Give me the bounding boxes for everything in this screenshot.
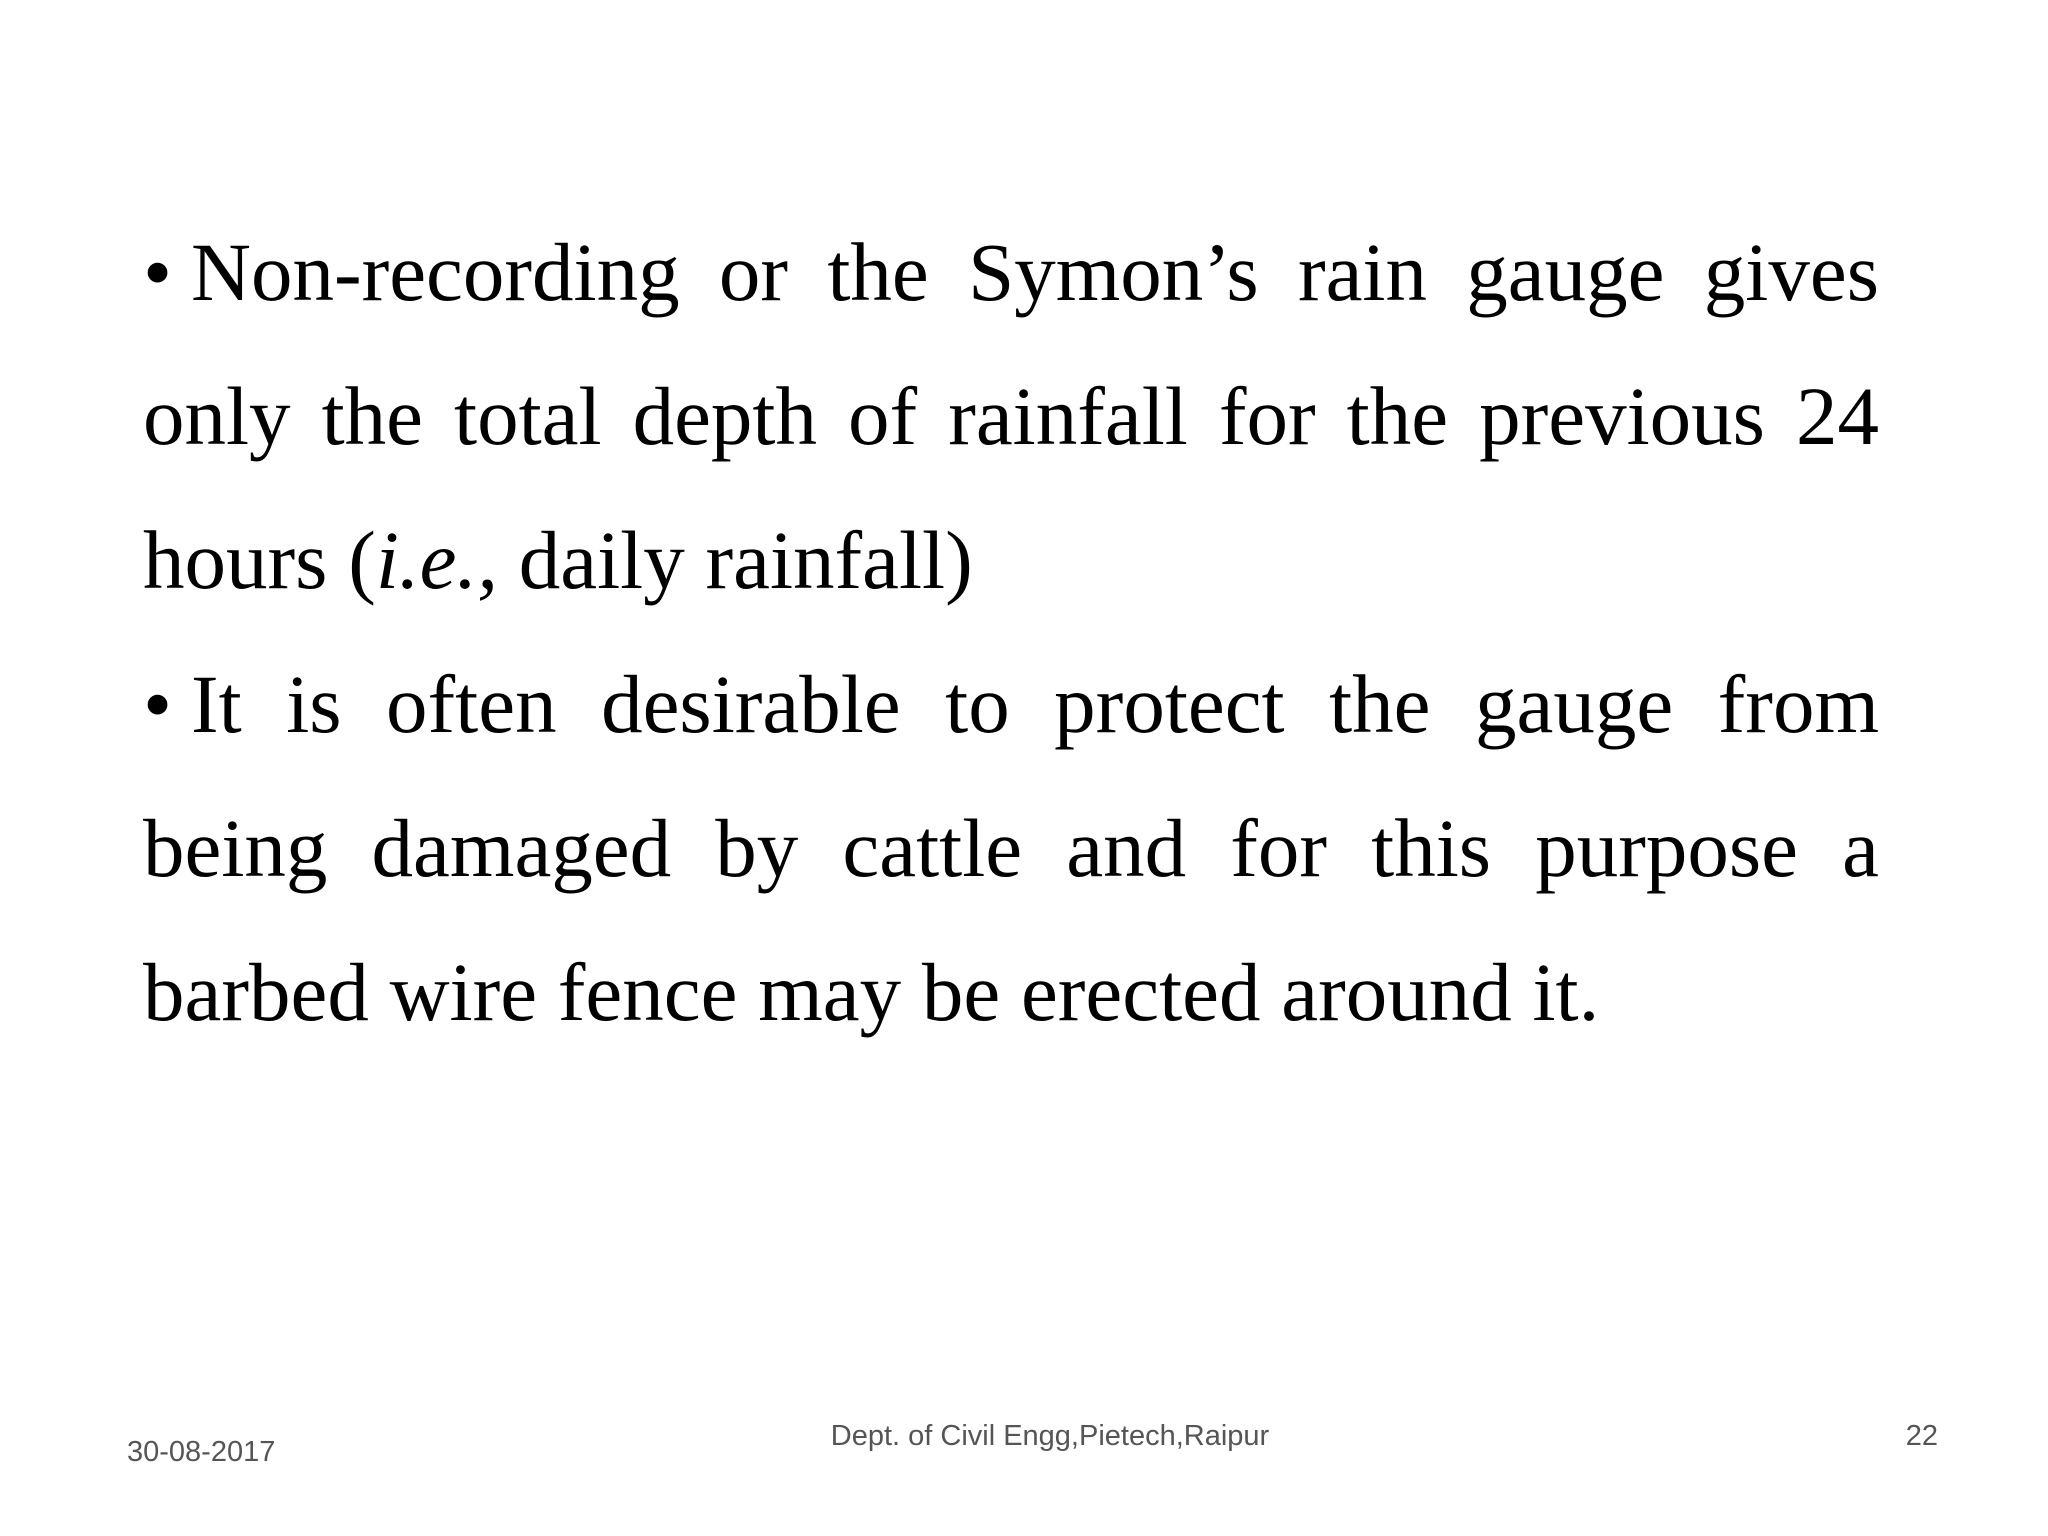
slide-content [143, 200, 1879, 1064]
bullet-1-text-end: daily rainfall) [498, 514, 973, 606]
bullet-1-italic: i.e., [375, 514, 498, 606]
footer-department: Dept. of Civil Engg,Pietech,Raipur [830, 1420, 1270, 1452]
footer-page-number: 22 [1905, 1420, 1938, 1452]
footer-date: 30-08-2017 [127, 1436, 276, 1468]
bullet-icon: • [143, 226, 173, 318]
bullet-2-text: It is often desirable to protect the gauge from being damaged by cattle and for this purpose a barbed wire fence may be erected around it. [143, 658, 1879, 1038]
bullet-1 [143, 200, 1879, 632]
bullet-2 [143, 632, 1879, 1064]
bullet-1-text: Non-recording or the Symon’s rain gauge gives only the total depth of rainfall for the previous 24 hours ( [143, 226, 1879, 606]
bullet-icon: • [143, 658, 173, 750]
